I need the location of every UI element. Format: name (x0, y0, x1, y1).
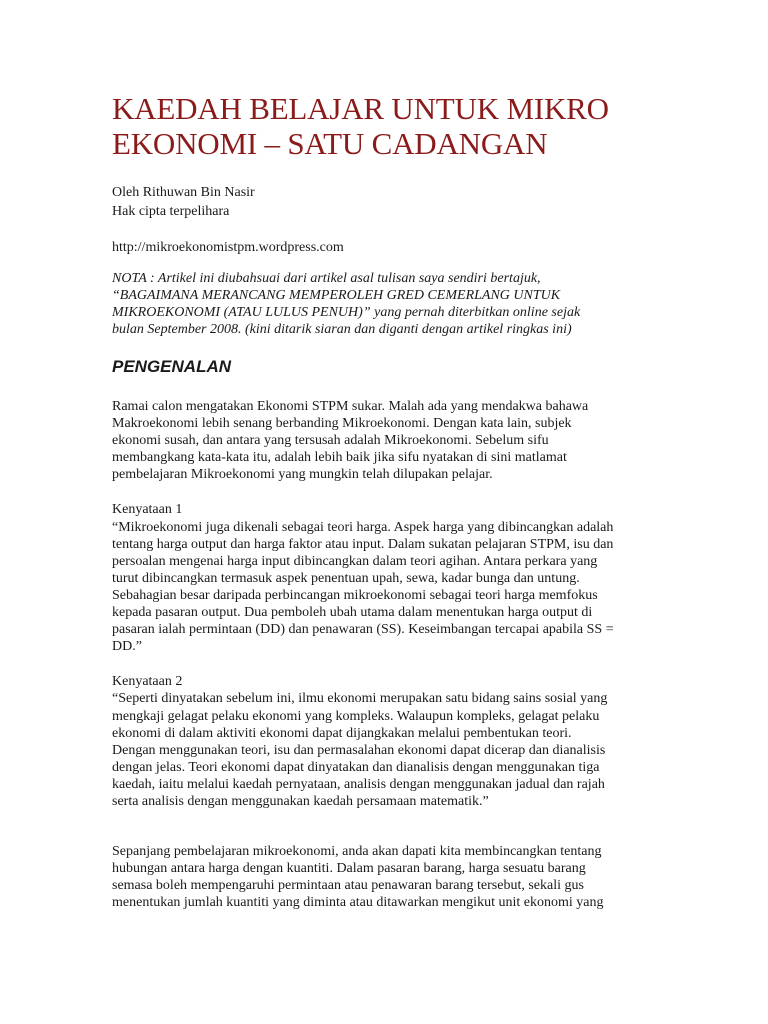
copyright-notice: Hak cipta terpelihara (112, 204, 230, 219)
statement-2-line: ekonomi di dalam aktiviti ekonomi dapat dijangkakan melalui pembentukan teori. (112, 725, 572, 741)
statement-1-heading: Kenyataan 1 (112, 502, 183, 518)
source-url: http://mikroekonomistpm.wordpress.com (112, 240, 344, 255)
closing-line: Sepanjang pembelajaran mikroekonomi, anda akan dapati kita membincangkan tentang (112, 844, 602, 860)
closing-line: hubungan antara harga dengan kuantiti. Dalam pasaran barang, harga sesuatu barang (112, 861, 586, 877)
intro-line: Makroekonomi lebih senang berbanding Mikroekonomi. Dengan kata lain, subjek (112, 416, 572, 432)
statement-2-line: dengan jelas. Teori ekonomi dapat dinyatakan dan dianalisis dengan menggunakan tiga (112, 759, 600, 775)
statement-1-line: “Mikroekonomi juga dikenali sebagai teori harga. Aspek harga yang dibincangkan adalah (112, 519, 614, 535)
title-line: EKONOMI – SATU CADANGAN (112, 126, 548, 161)
statement-1-line: turut dibincangkan termasuk aspek penentuan upah, sewa, kadar bunga dan untung. (112, 570, 580, 586)
intro-line: membangkang kata-kata itu, adalah lebih baik jika sifu nyatakan di sini matlamat (112, 450, 567, 466)
intro-line: ekonomi susah, dan antara yang tersusah adalah Mikroekonomi. Sebelum sifu (112, 433, 549, 449)
note-line: MIKROEKONOMI (ATAU LULUS PENUH)” yang pernah diterbitkan online sejak (112, 305, 581, 320)
statement-2-line: Dengan menggunakan teori, isu dan permasalahan ekonomi dapat dicerap dan dianalisis (112, 742, 606, 758)
closing-line: menentukan jumlah kuantiti yang diminta atau ditawarkan mengikut unit ekonomi yang (112, 895, 604, 911)
statement-2-line: mengkaji gelagat pelaku ekonomi yang kompleks. Walaupun kompleks, gelagat pelaku (112, 708, 600, 724)
statement-2-line: “Seperti dinyatakan sebelum ini, ilmu ekonomi merupakan satu bidang sains sosial yang (112, 691, 608, 707)
note-line: bulan September 2008. (kini ditarik siaran dan diganti dengan artikel ringkas ini) (112, 322, 572, 337)
statement-1-line: Sebahagian besar daripada perbincangan mikroekonomi sebagai teori harga memfokus (112, 587, 598, 603)
intro-line: Ramai calon mengatakan Ekonomi STPM sukar. Malah ada yang mendakwa bahawa (112, 399, 589, 414)
statement-1-line: kepada pasaran output. Dua pemboleh ubah utama dalam menentukan harga output di (112, 605, 593, 621)
intro-line: pembelajaran Mikroekonomi yang mungkin telah dilupakan pelajar. (112, 467, 493, 483)
statement-1-line: persoalan mengenai harga input dibincangkan dalam teori agihan. Antara perkara yang (112, 553, 598, 569)
statement-2 (112, 673, 660, 810)
closing-line: semasa boleh mempengaruhi permintaan atau penawaran barang tersebut, sekali gus (112, 878, 584, 894)
statement-2-heading: Kenyataan 2 (112, 674, 183, 690)
author-name: Oleh Rithuwan Bin Nasir (112, 185, 255, 200)
closing-paragraph (112, 843, 660, 911)
statement-1 (112, 501, 660, 655)
statement-2-line: kaedah, iaitu melalui kaedah pernyataan, analisis dengan menggunakan jadual dan rajah (112, 776, 605, 792)
statement-1-line: pasaran ialah permintaan (DD) dan penawaran (SS). Keseimbangan tercapai apabila SS = (112, 622, 614, 638)
note-paragraph (112, 270, 660, 338)
note-line: NOTA : Artikel ini diubahsuai dari artikel asal tulisan saya sendiri bertajuk, (112, 271, 541, 286)
intro-paragraph (112, 398, 660, 483)
statement-1-line: tentang harga output dan harga faktor atau input. Dalam sukatan pelajaran STPM, isu dan (112, 536, 614, 552)
section-heading: PENGENALAN (112, 357, 232, 376)
title-line: KAEDAH BELAJAR UNTUK MIKRO (112, 91, 609, 126)
note-line: “BAGAIMANA MERANCANG MEMPEROLEH GRED CEMERLANG UNTUK (112, 288, 561, 303)
statement-1-line: DD.” (112, 639, 142, 655)
document-title (112, 91, 660, 161)
author-block (112, 183, 660, 221)
statement-2-line: serta analisis dengan menggunakan kaedah persamaan matematik.” (112, 793, 489, 809)
